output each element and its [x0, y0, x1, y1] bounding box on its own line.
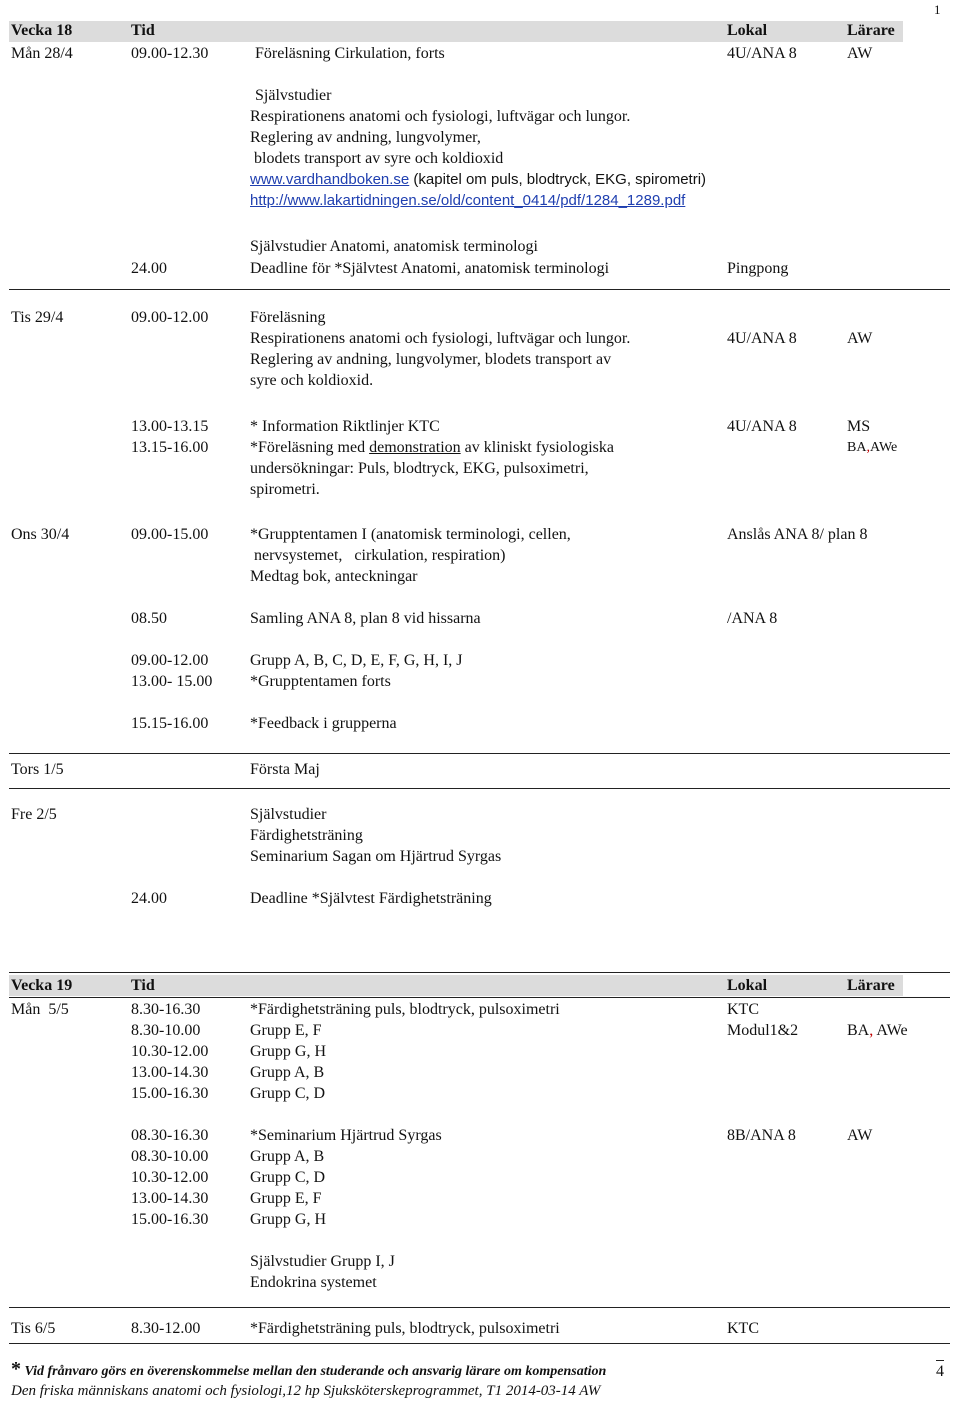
activity-wed-exam-line: nervsystemet, cirkulation, respiration) — [250, 547, 506, 564]
teacher-ba: BA — [847, 1022, 870, 1039]
time-w19-mon: 8.30-10.00 — [131, 1022, 201, 1039]
activity-tue-lecture-line: Reglering av andning, lungvolymer, blodets transport av — [250, 351, 612, 368]
day-mon-28-4: Mån 28/4 — [11, 45, 73, 62]
self-study-title: Självstudier — [255, 87, 332, 104]
time-tue-lecture: 09.00-12.00 — [131, 309, 209, 326]
room-tue-info: 4U/ANA 8 — [727, 418, 797, 435]
teacher-awe: AWe — [873, 1022, 908, 1039]
time-wed-feedback: 15.15-16.00 — [131, 715, 209, 732]
time-w19-seminar: 10.30-12.00 — [131, 1169, 209, 1186]
teacher-awe: AWe — [869, 440, 898, 455]
teacher-ba: BA — [847, 440, 867, 455]
week19-label: Vecka 19 — [11, 977, 73, 994]
demo-text: av kliniskt fysiologiska — [460, 439, 614, 456]
activity-w19-seminar: Grupp A, B — [250, 1148, 325, 1165]
time-wed-exam-cont: 13.00- 15.00 — [131, 673, 213, 690]
day-tue-6-5: Tis 6/5 — [11, 1320, 56, 1337]
time-w19-mon: 8.30-16.30 — [131, 1001, 201, 1018]
activity-w19-seminar: Grupp E, F — [250, 1190, 322, 1207]
room-w19-tue: KTC — [727, 1320, 759, 1337]
time-w19-mon: 13.00-14.30 — [131, 1064, 209, 1081]
room-wed-gather: /ANA 8 — [727, 610, 778, 627]
activity-w19-seminar: *Seminarium Hjärtrud Syrgas — [250, 1127, 442, 1144]
link-row-lakartidningen — [250, 191, 685, 211]
activity-wed-groups: Grupp A, B, C, D, E, F, G, H, I, J — [250, 652, 463, 669]
day-tue-29-4: Tis 29/4 — [11, 309, 64, 326]
activity-tue-info: * Information Riktlinjer KTC — [250, 418, 440, 435]
footer-star: * — [11, 1358, 21, 1380]
link-vardhandboken-note: (kapitel om puls, blodtryck, EKG, spirometri) — [409, 171, 707, 188]
page-number: 4 — [936, 1360, 944, 1382]
link-lakartidningen[interactable]: http://www.lakartidningen.se/old/content_0414/pdf/1284_1289.pdf — [250, 192, 686, 209]
time-wed-groups: 09.00-12.00 — [131, 652, 209, 669]
time-fri-deadline: 24.00 — [131, 890, 167, 907]
demo-text: *Föreläsning med — [250, 439, 370, 456]
room-tue-lecture: 4U/ANA 8 — [727, 330, 797, 347]
separator-rule — [9, 289, 950, 290]
activity-tue-lecture-line: syre och koldioxid. — [250, 372, 374, 389]
week18-lokal-header: Lokal — [727, 22, 768, 39]
self-study-line: blodets transport av syre och koldioxid — [250, 150, 504, 167]
activity-tue-demo-line: undersökningar: Puls, blodtryck, EKG, pulsoximetri, — [250, 460, 589, 477]
time-deadline-anatomy: 24.00 — [131, 260, 167, 277]
footer-course: Den friska människans anatomi och fysiologi,12 hp Sjuksköterskeprogrammet, T1 2014-03-14 AW — [11, 1383, 601, 1399]
self-study-anatomy: Självstudier Anatomi, anatomisk terminologi — [250, 238, 538, 255]
activity-mon-lecture: Föreläsning Cirkulation, forts — [255, 45, 445, 62]
week18-label: Vecka 18 — [11, 22, 73, 39]
self-study-line: Respirationens anatomi och fysiologi, luftvägar och lungor. — [250, 108, 631, 125]
demo-underlined: demonstration — [369, 439, 461, 456]
time-wed-exam: 09.00-15.00 — [131, 526, 209, 543]
time-mon-lecture: 09.00-12.30 — [131, 45, 209, 62]
day-thu-1-5: Tors 1/5 — [11, 761, 64, 778]
activity-thu: Första Maj — [250, 761, 320, 778]
week18-larare-header: Lärare — [847, 22, 895, 39]
teacher-tue-info: MS — [847, 418, 871, 435]
week19-tid-header: Tid — [131, 977, 155, 994]
time-w19-seminar: 08.30-16.30 — [131, 1127, 209, 1144]
activity-wed-feedback: *Feedback i grupperna — [250, 715, 397, 732]
room-wed-exam: Anslås ANA 8/ plan 8 — [727, 526, 868, 543]
separator-rule — [9, 753, 950, 754]
teacher-w19-seminar: AW — [847, 1127, 873, 1144]
teacher-separator: , — [866, 440, 870, 455]
separator-rule — [9, 788, 950, 789]
activity-fri-line: Färdighetsträning — [250, 827, 363, 844]
footer-note-text: Vid frånvaro görs en överenskommelse mellan den studerande och ansvarig lärare om kompensation — [21, 1364, 607, 1379]
footer-note — [11, 1359, 606, 1382]
time-wed-gather: 08.50 — [131, 610, 167, 627]
time-w19-seminar: 08.30-10.00 — [131, 1148, 209, 1165]
activity-wed-gather: Samling ANA 8, plan 8 vid hissarna — [250, 610, 481, 627]
separator-rule — [9, 997, 950, 998]
activity-fri-line: Självstudier — [250, 806, 327, 823]
activity-wed-exam: *Grupptentamen I (anatomisk terminologi, cellen, — [250, 526, 571, 543]
time-w19-mon: 15.00-16.30 — [131, 1085, 209, 1102]
room-w19-mon: Modul1&2 — [727, 1022, 799, 1039]
teacher-separator: , — [869, 1022, 874, 1039]
room-deadline-anatomy: Pingpong — [727, 260, 789, 277]
week18-tid-header: Tid — [131, 22, 155, 39]
activity-w19-mon: Grupp E, F — [250, 1022, 322, 1039]
day-mon-5-5: Mån 5/5 — [11, 1001, 69, 1018]
footer-rule — [9, 1343, 950, 1344]
page-corner-mark: 1 — [934, 2, 941, 17]
separator-rule — [9, 1307, 950, 1308]
activity-w19-mon: Grupp C, D — [250, 1085, 326, 1102]
time-w19-seminar: 15.00-16.30 — [131, 1211, 209, 1228]
time-w19-tue: 8.30-12.00 — [131, 1320, 201, 1337]
activity-tue-lecture-line: Respirationens anatomi och fysiologi, luftvägar och lungor. — [250, 330, 631, 347]
link-vardhandboken[interactable]: www.vardhandboken.se — [250, 171, 410, 188]
day-wed-30-4: Ons 30/4 — [11, 526, 70, 543]
time-tue-info: 13.00-13.15 — [131, 418, 209, 435]
self-study-line: Reglering av andning, lungvolymer, — [250, 129, 481, 146]
activity-w19-seminar: Grupp C, D — [250, 1169, 326, 1186]
week19-larare-header: Lärare — [847, 977, 895, 994]
separator-rule — [9, 972, 950, 973]
activity-w19-seminar: Grupp G, H — [250, 1211, 326, 1228]
activity-tue-lecture-title: Föreläsning — [250, 309, 326, 326]
room-w19-seminar: 8B/ANA 8 — [727, 1127, 796, 1144]
activity-fri-deadline: Deadline *Självtest Färdighetsträning — [250, 890, 492, 907]
teacher-w19-mon — [847, 1021, 908, 1041]
activity-wed-exam-line: Medtag bok, anteckningar — [250, 568, 418, 585]
activity-fri-line: Seminarium Sagan om Hjärtrud Syrgas — [250, 848, 502, 865]
room-mon-lecture: 4U/ANA 8 — [727, 45, 797, 62]
link-row-vardhandboken — [250, 170, 706, 190]
activity-w19-mon: Grupp G, H — [250, 1043, 326, 1060]
self-study-w19: Självstudier Grupp I, J — [250, 1253, 395, 1270]
time-tue-demo: 13.15-16.00 — [131, 439, 209, 456]
self-study-w19-topic: Endokrina systemet — [250, 1274, 377, 1291]
activity-tue-demo-line: spirometri. — [250, 481, 320, 498]
time-w19-mon: 10.30-12.00 — [131, 1043, 209, 1060]
activity-w19-mon: *Färdighetsträning puls, blodtryck, pulsoximetri — [250, 1001, 560, 1018]
room-w19-mon: KTC — [727, 1001, 759, 1018]
time-w19-seminar: 13.00-14.30 — [131, 1190, 209, 1207]
week19-lokal-header: Lokal — [727, 977, 768, 994]
teacher-tue-lecture: AW — [847, 330, 873, 347]
deadline-anatomy: Deadline för *Självtest Anatomi, anatomisk terminologi — [250, 260, 610, 277]
activity-tue-demo — [250, 438, 614, 458]
activity-w19-tue: *Färdighetsträning puls, blodtryck, pulsoximetri — [250, 1320, 560, 1337]
activity-w19-mon: Grupp A, B — [250, 1064, 325, 1081]
teacher-tue-demo — [847, 438, 897, 458]
day-fri-2-5: Fre 2/5 — [11, 806, 57, 823]
activity-wed-exam-cont: *Grupptentamen forts — [250, 673, 391, 690]
teacher-mon-lecture: AW — [847, 45, 873, 62]
